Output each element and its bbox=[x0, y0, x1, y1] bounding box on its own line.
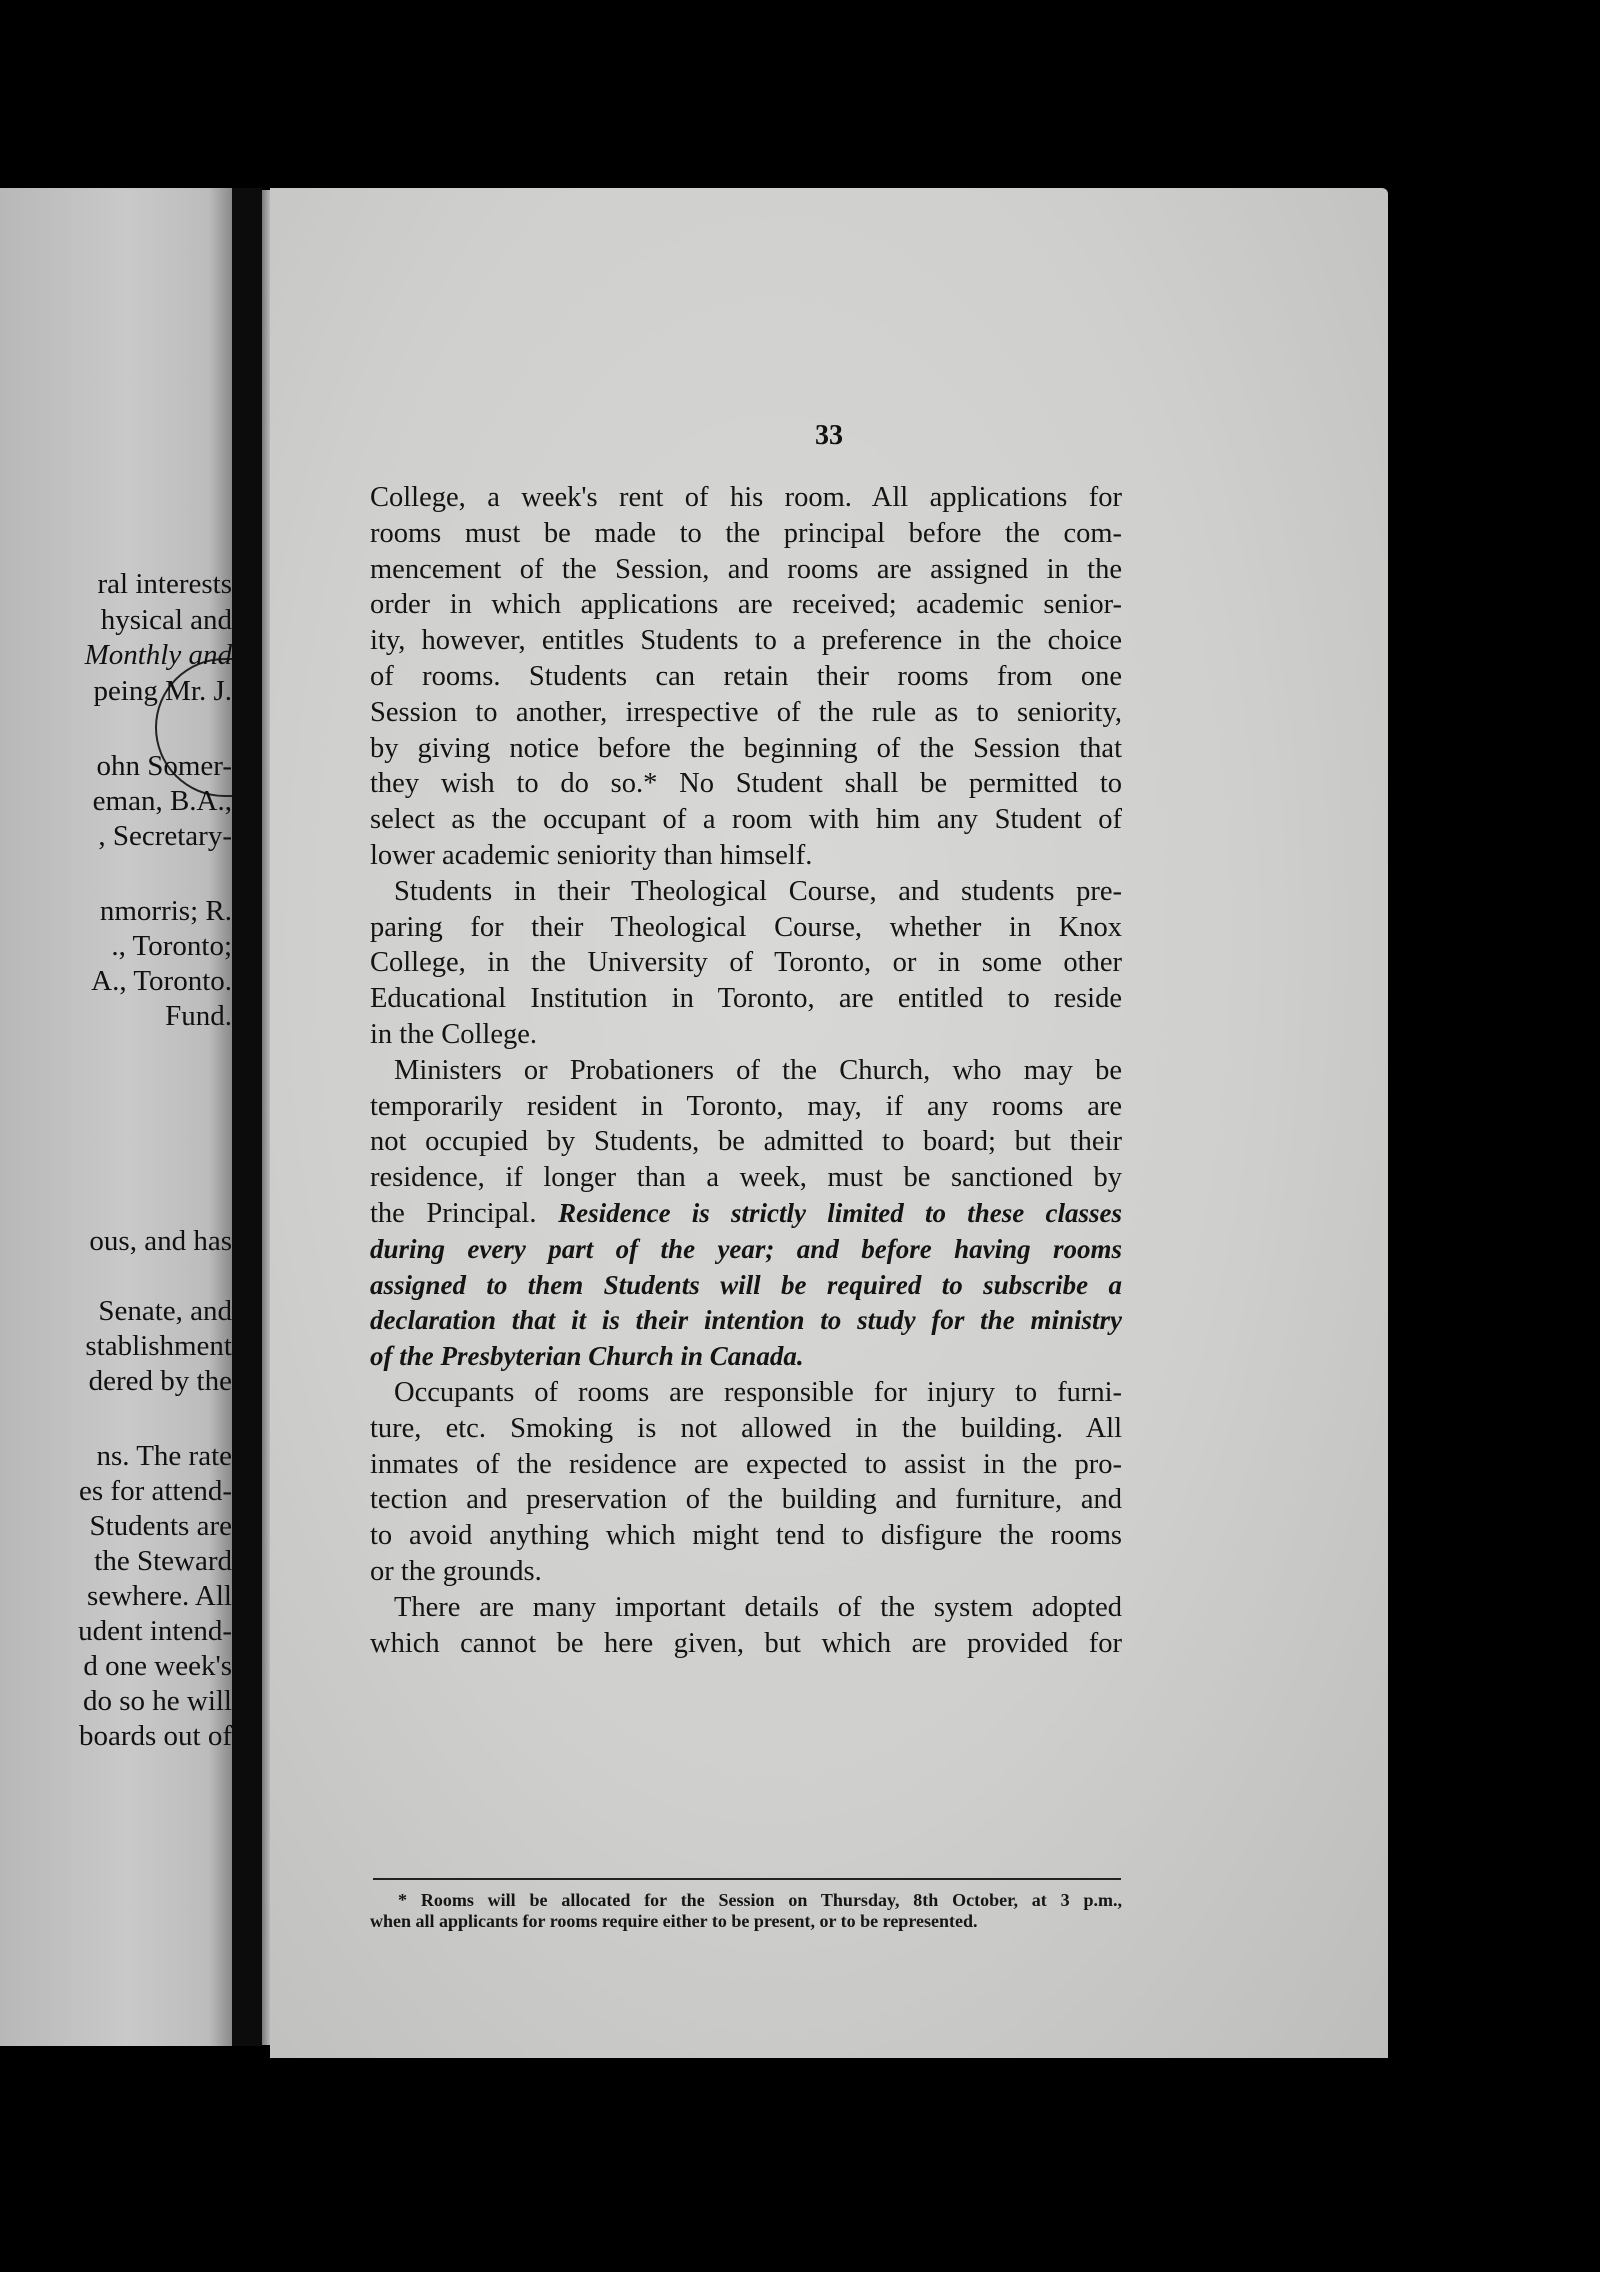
left-page-line: stablishment bbox=[85, 1330, 232, 1362]
text-line: inmates of the residence are expected to assist in the pro- bbox=[370, 1448, 1122, 1480]
left-page-line: eman, B.A., bbox=[92, 785, 232, 817]
text-line: temporarily resident in Toronto, may, if any rooms are bbox=[370, 1090, 1122, 1122]
text-line: rooms must be made to the principal before the com- bbox=[370, 517, 1122, 549]
left-page-line: the Steward bbox=[94, 1545, 232, 1577]
text-line: lower academic seniority than himself. bbox=[370, 839, 813, 871]
text-line: not occupied by Students, be admitted to board; but their bbox=[370, 1126, 1122, 1158]
left-page-line: do so he will bbox=[82, 1685, 232, 1717]
text-line: to avoid anything which might tend to disfigure the rooms bbox=[370, 1520, 1122, 1552]
left-page-line: ., Toronto; bbox=[111, 930, 232, 962]
left-page-line: udent intend- bbox=[78, 1615, 232, 1647]
text-line: Occupants of rooms are responsible for injury to furni- bbox=[394, 1376, 1122, 1408]
text-line: of rooms. Students can retain their rooms from one bbox=[370, 660, 1122, 692]
text-line: by giving notice before the beginning of the Session that bbox=[370, 732, 1122, 764]
text-line: College, in the University of Toronto, or in some other bbox=[370, 947, 1122, 979]
left-page-line: Senate, and bbox=[98, 1295, 232, 1327]
left-page-line: sewhere. All bbox=[87, 1580, 232, 1612]
text-line bbox=[370, 1196, 1122, 1232]
text-line: tection and preservation of the building and furniture, and bbox=[370, 1484, 1122, 1516]
left-page-line: peing Mr. J. bbox=[93, 675, 232, 707]
text-line: or the grounds. bbox=[370, 1555, 542, 1587]
text-line-italic: Residence is strictly limited to these classes bbox=[558, 1197, 1122, 1228]
left-page-line: Monthly and bbox=[84, 639, 232, 671]
body-text bbox=[370, 480, 1122, 1661]
text-line: Session to another, irrespective of the rule as to seniority, bbox=[370, 696, 1122, 728]
footnote bbox=[370, 1890, 1122, 1932]
left-page-line: ohn Somer- bbox=[96, 750, 232, 782]
left-page-line: A., Toronto. bbox=[91, 965, 232, 997]
page-number: 33 bbox=[815, 420, 843, 451]
left-page-line: dered by the bbox=[88, 1365, 232, 1397]
text-line: select as the occupant of a room with him any Student of bbox=[370, 804, 1122, 836]
text-line: during every part of the year; and before having rooms bbox=[370, 1233, 1122, 1264]
text-line: paring for their Theological Course, whether in Knox bbox=[370, 911, 1122, 943]
left-page-line: nmorris; R. bbox=[99, 895, 232, 927]
text-line: Students in their Theological Course, and students pre- bbox=[394, 875, 1122, 907]
text-line: ture, etc. Smoking is not allowed in the building. All bbox=[370, 1412, 1122, 1444]
text-line: residence, if longer than a week, must be sanctioned by bbox=[370, 1162, 1122, 1194]
text-line: There are many important details of the system adopted bbox=[394, 1591, 1122, 1623]
left-page-line: boards out of bbox=[78, 1720, 232, 1752]
left-page-line: hysical and bbox=[100, 604, 232, 636]
footnote-line: * Rooms will be allocated for the Session on Thursday, 8th October, at 3 p.m., bbox=[398, 1890, 1122, 1910]
text-line: of the Presbyterian Church in Canada. bbox=[370, 1341, 804, 1372]
text-line: declaration that it is their intention to study for the ministry bbox=[370, 1305, 1122, 1336]
left-page-line: ous, and has bbox=[89, 1225, 232, 1257]
text-line: order in which applications are received; academic senior- bbox=[370, 589, 1122, 621]
text-line: Ministers or Probationers of the Church, who may be bbox=[394, 1054, 1122, 1086]
left-page-line: , Secretary- bbox=[98, 820, 232, 852]
left-page-line: Students are bbox=[89, 1510, 232, 1542]
right-page bbox=[270, 188, 1388, 2058]
footnote-line: when all applicants for rooms require either to be present, or to be represented. bbox=[370, 1911, 978, 1931]
left-page bbox=[0, 188, 232, 2046]
left-page-line: es for attend- bbox=[79, 1475, 232, 1507]
text-line: College, a week's rent of his room. All applications for bbox=[370, 482, 1122, 513]
text-line: mencement of the Session, and rooms are assigned in the bbox=[370, 553, 1122, 585]
text-line: in the College. bbox=[370, 1018, 538, 1050]
text-line: they wish to do so.* No Student shall be permitted to bbox=[370, 768, 1122, 800]
text-line: assigned to them Students will be required to subscribe a bbox=[370, 1269, 1122, 1300]
text-line: Educational Institution in Toronto, are entitled to reside bbox=[370, 983, 1122, 1015]
left-page-line: ns. The rate bbox=[96, 1440, 232, 1472]
text-line: which cannot be here given, but which are provided for bbox=[370, 1627, 1122, 1659]
left-page-line: d one week's bbox=[83, 1650, 232, 1682]
book-gutter bbox=[232, 188, 262, 2046]
text-line: ity, however, entitles Students to a preference in the choice bbox=[370, 625, 1122, 657]
footnote-rule bbox=[373, 1878, 1121, 1880]
text-line-roman: the Principal. bbox=[370, 1197, 559, 1229]
left-page-line: Fund. bbox=[165, 1000, 232, 1032]
left-page-line: ral interests bbox=[97, 568, 232, 600]
